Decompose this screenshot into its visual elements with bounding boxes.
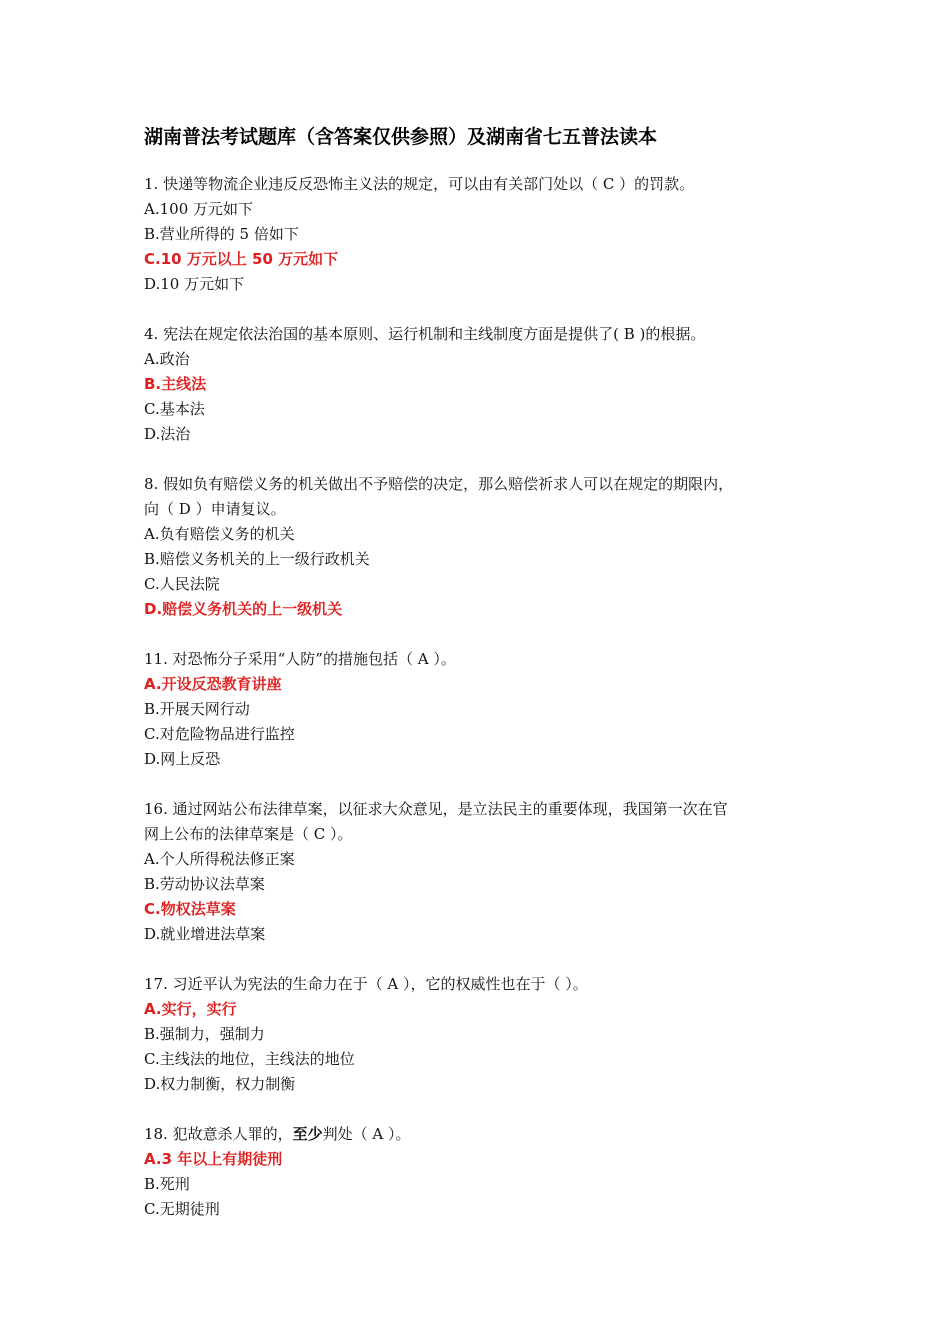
option-c: C.基本法 <box>144 400 205 418</box>
option-b: B.强制力，强制力 <box>144 1025 265 1043</box>
option-c-correct: C.10 万元以上 50 万元如下 <box>144 250 339 268</box>
option-c: C.人民法院 <box>144 575 220 593</box>
document-title: 湖南普法考试题库（含答案仅供参照）及湖南省七五普法读本 <box>144 126 658 148</box>
option-d: D.法治 <box>144 425 191 443</box>
option-b: B.营业所得的 5 倍如下 <box>144 225 299 243</box>
question-stem-line-2: 网上公布的法律草案是（ C ）。 <box>144 825 353 843</box>
option-a: A.政治 <box>144 350 190 368</box>
question-stem-line-1: 16. 通过网站公布法律草案，以征求大众意见，是立法民主的重要体现，我国第一次在官 <box>144 800 728 818</box>
option-a-correct: A.开设反恐教育讲座 <box>144 675 282 693</box>
question-16 <box>144 797 814 947</box>
question-stem: 17. 习近平认为宪法的生命力在于（ A ），它的权威性也在于（ ）。 <box>144 975 588 993</box>
question-stem-line-2: 向（ D ）申请复议。 <box>144 500 286 518</box>
option-d: D.10 万元如下 <box>144 275 245 293</box>
option-c: C.对危险物品进行监控 <box>144 725 295 743</box>
question-stem: 4. 宪法在规定依法治国的基本原则、运行机制和主线制度方面是提供了( B )的根据。 <box>144 325 706 343</box>
option-a-correct: A.实行，实行 <box>144 1000 237 1018</box>
option-d: D.权力制衡，权力制衡 <box>144 1075 296 1093</box>
question-stem-before: 18. 犯故意杀人罪的， <box>144 1125 293 1143</box>
option-b: B.劳动协议法草案 <box>144 875 265 893</box>
option-a-correct: A.3 年以上有期徒刑 <box>144 1150 283 1168</box>
question-stem: 1. 快递等物流企业违反反恐怖主义法的规定，可以由有关部门处以（ C ）的罚款。 <box>144 175 695 193</box>
question-stem-emphasis: 至少 <box>292 1125 323 1143</box>
option-d: D.就业增进法草案 <box>144 925 266 943</box>
question-18 <box>144 1122 814 1222</box>
option-c: C.无期徒刑 <box>144 1200 220 1218</box>
option-a: A.负有赔偿义务的机关 <box>144 525 295 543</box>
option-d-correct: D.赔偿义务机关的上一级机关 <box>144 600 343 618</box>
question-11 <box>144 647 814 772</box>
question-4 <box>144 322 814 447</box>
option-c-correct: C.物权法草案 <box>144 900 236 918</box>
option-b: B.开展天网行动 <box>144 700 250 718</box>
option-d: D.网上反恐 <box>144 750 221 768</box>
option-b: B.死刑 <box>144 1175 190 1193</box>
question-stem-after: 判处（ A ）。 <box>322 1125 411 1143</box>
question-17 <box>144 972 814 1097</box>
question-stem: 11. 对恐怖分子采用“人防”的措施包括（ A ）。 <box>144 650 456 668</box>
option-c: C.主线法的地位，主线法的地位 <box>144 1050 355 1068</box>
question-list <box>144 172 814 1247</box>
question-stem <box>144 1122 814 1147</box>
option-a: A.个人所得税法修正案 <box>144 850 295 868</box>
option-b-correct: B.主线法 <box>144 375 207 393</box>
option-b: B.赔偿义务机关的上一级行政机关 <box>144 550 370 568</box>
question-8 <box>144 472 814 622</box>
question-1 <box>144 172 814 297</box>
option-a: A.100 万元如下 <box>144 200 253 218</box>
question-stem-line-1: 8. 假如负有赔偿义务的机关做出不予赔偿的决定，那么赔偿祈求人可以在规定的期限内， <box>144 475 734 493</box>
